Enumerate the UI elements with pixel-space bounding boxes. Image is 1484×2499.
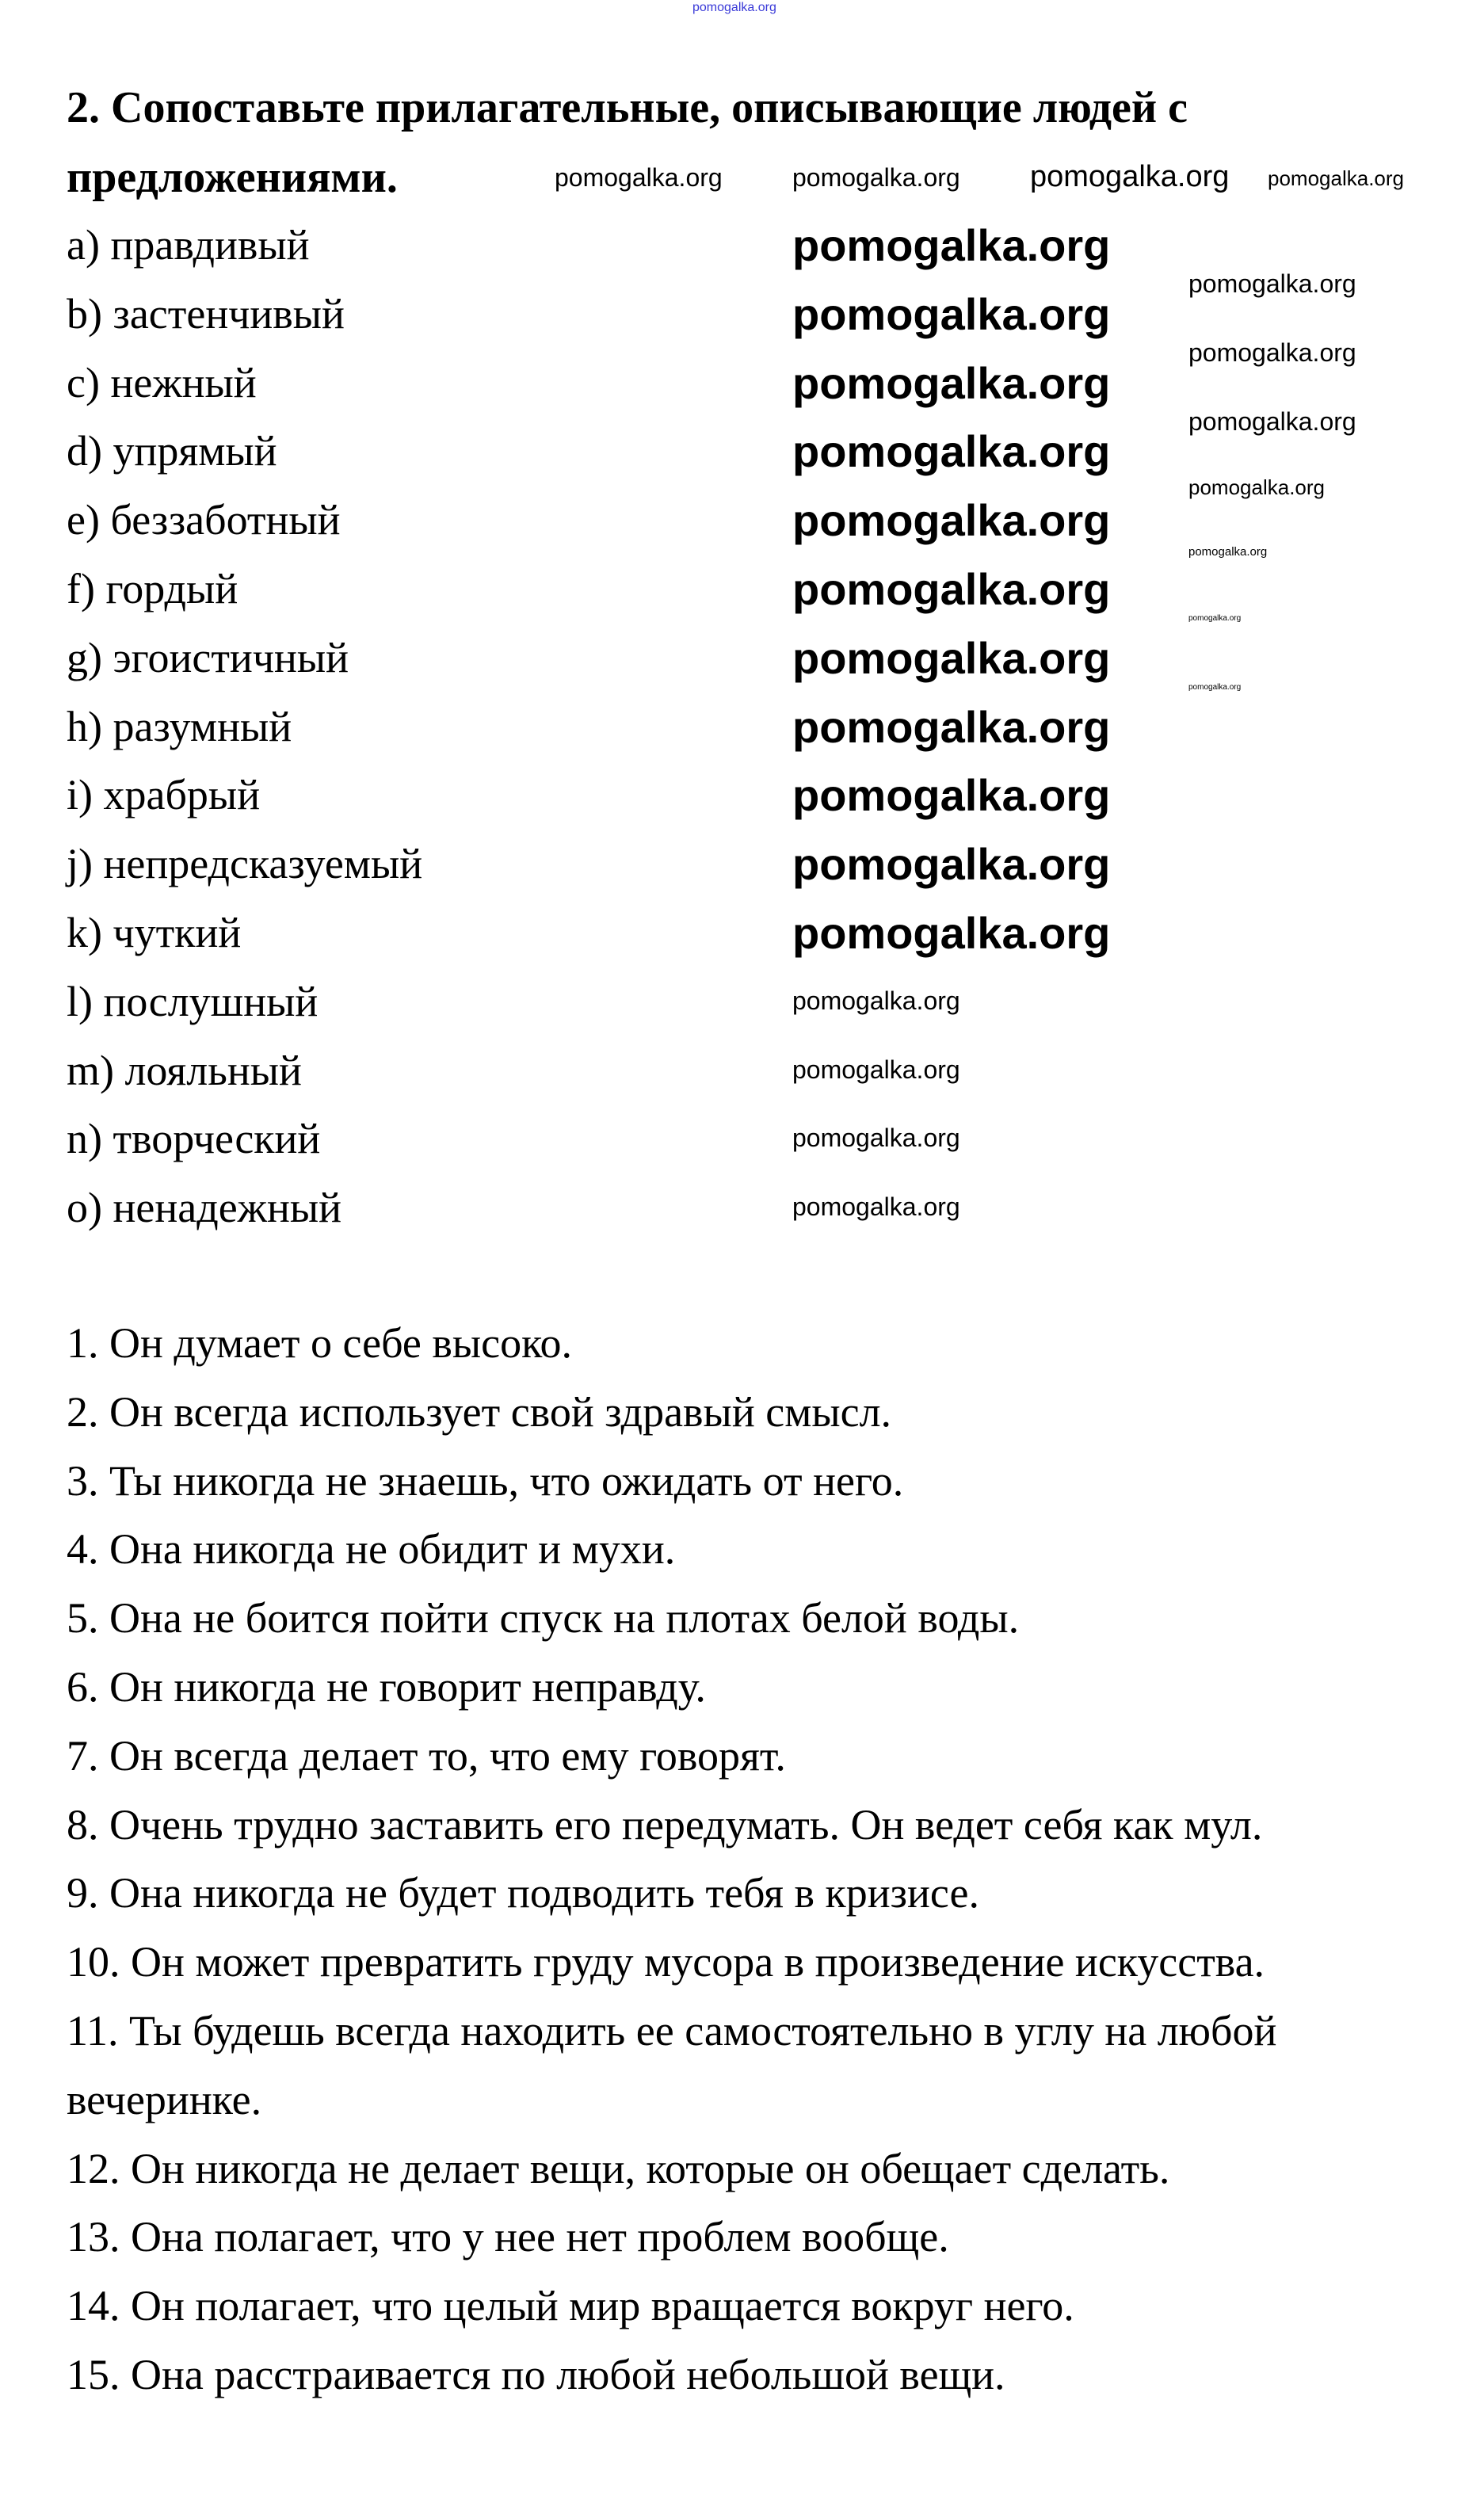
adjective-item: b) застенчивый	[67, 289, 345, 338]
watermark-text: pomogalka.org	[1268, 166, 1404, 190]
sentence-item: 4. Она никогда не обидит и мухи.	[67, 1525, 676, 1574]
sentence-item: 11. Ты будешь всегда находить ее самостоятельно в углу на любой	[67, 2007, 1277, 2055]
sentence-item: 3. Ты никогда не знаешь, что ожидать от него.	[67, 1456, 904, 1505]
sentence-item: 7. Он всегда делает то, что ему говорят.	[67, 1731, 786, 1780]
adjective-item: f) гордый	[67, 565, 238, 612]
sentence-item: 9. Она никогда не будет подводить тебя в кризисе.	[67, 1869, 979, 1917]
watermark-text: pomogalka.org	[792, 986, 960, 1015]
sentence-item: вечеринке.	[67, 2075, 262, 2123]
adjective-item: o) ненадежный	[67, 1184, 342, 1232]
watermark-text: pomogalka.org	[792, 839, 1111, 890]
sentence-item: 13. Она полагает, что у нее нет проблем вообще.	[67, 2213, 949, 2261]
exercise-heading-line2: предложениями.	[67, 153, 398, 202]
adjective-item: g) эгоистичный	[67, 633, 349, 681]
watermark-text: pomogalka.org	[792, 632, 1111, 683]
watermark-text: pomogalka.org	[1188, 269, 1356, 298]
sentence-item: 12. Он никогда не делает вещи, которые он обещает сделать.	[67, 2144, 1170, 2192]
adjective-item: m) лояльный	[67, 1046, 302, 1094]
adjective-item: c) нежный	[67, 358, 257, 406]
sentence-item: 1. Он думает о себе высоко.	[67, 1319, 573, 1367]
adjective-item: e) беззаботный	[67, 496, 341, 544]
sentence-item: 5. Она не боится пойти спуск на плотах белой воды.	[67, 1594, 1020, 1642]
watermark-text: pomogalka.org	[1188, 614, 1242, 623]
sentence-item: 15. Она расстраивается по любой небольшой вещи.	[67, 2351, 1005, 2398]
watermark-text: pomogalka.org	[792, 1055, 960, 1084]
watermark-text: pomogalka.org	[792, 220, 1111, 270]
adjective-item: k) чуткий	[67, 909, 242, 956]
adjective-item: j) непредсказуемый	[67, 840, 423, 888]
adjective-item: i) храбрый	[67, 771, 261, 819]
sentence-item: 6. Он никогда не говорит неправду.	[67, 1663, 706, 1711]
watermark-text: pomogalka.org	[792, 495, 1111, 546]
watermark-text: pomogalka.org	[792, 770, 1111, 821]
watermark-text: pomogalka.org	[792, 564, 1111, 614]
watermark-text: pomogalka.org	[792, 1124, 960, 1153]
watermark-text: pomogalka.org	[792, 426, 1111, 477]
watermark-text: pomogalka.org	[692, 1, 776, 14]
watermark-text: pomogalka.org	[1030, 160, 1230, 193]
watermark-text: pomogalka.org	[792, 357, 1111, 408]
adjective-item: l) послушный	[67, 977, 319, 1025]
exercise-heading-line1: 2. Сопоставьте прилагательные, описывающие людей с	[67, 83, 1188, 132]
watermark-text: pomogalka.org	[792, 908, 1111, 958]
adjective-item: a) правдивый	[67, 221, 310, 269]
watermark-text: pomogalka.org	[1188, 406, 1356, 436]
adjective-item: h) разумный	[67, 702, 292, 750]
sentence-item: 10. Он может превратить груду мусора в произведение искусства.	[67, 1938, 1265, 1986]
adjective-item: d) упрямый	[67, 427, 277, 475]
watermark-text: pomogalka.org	[1188, 682, 1242, 692]
watermark-text: pomogalka.org	[1188, 475, 1325, 500]
watermark-text: pomogalka.org	[792, 701, 1111, 752]
adjective-item: n) творческий	[67, 1115, 321, 1163]
watermark-text: pomogalka.org	[555, 163, 723, 192]
watermark-text: pomogalka.org	[792, 163, 960, 192]
watermark-text: pomogalka.org	[1188, 545, 1268, 559]
sentence-item: 14. Он полагает, что целый мир вращается вокруг него.	[67, 2282, 1074, 2330]
sentence-item: 8. Очень трудно заставить его передумать. Он ведет себя как мул.	[67, 1800, 1263, 1848]
watermark-text: pomogalka.org	[1188, 338, 1356, 367]
watermark-text: pomogalka.org	[792, 288, 1111, 339]
watermark-text: pomogalka.org	[792, 1192, 960, 1222]
sentence-item: 2. Он всегда использует свой здравый смысл.	[67, 1387, 892, 1436]
